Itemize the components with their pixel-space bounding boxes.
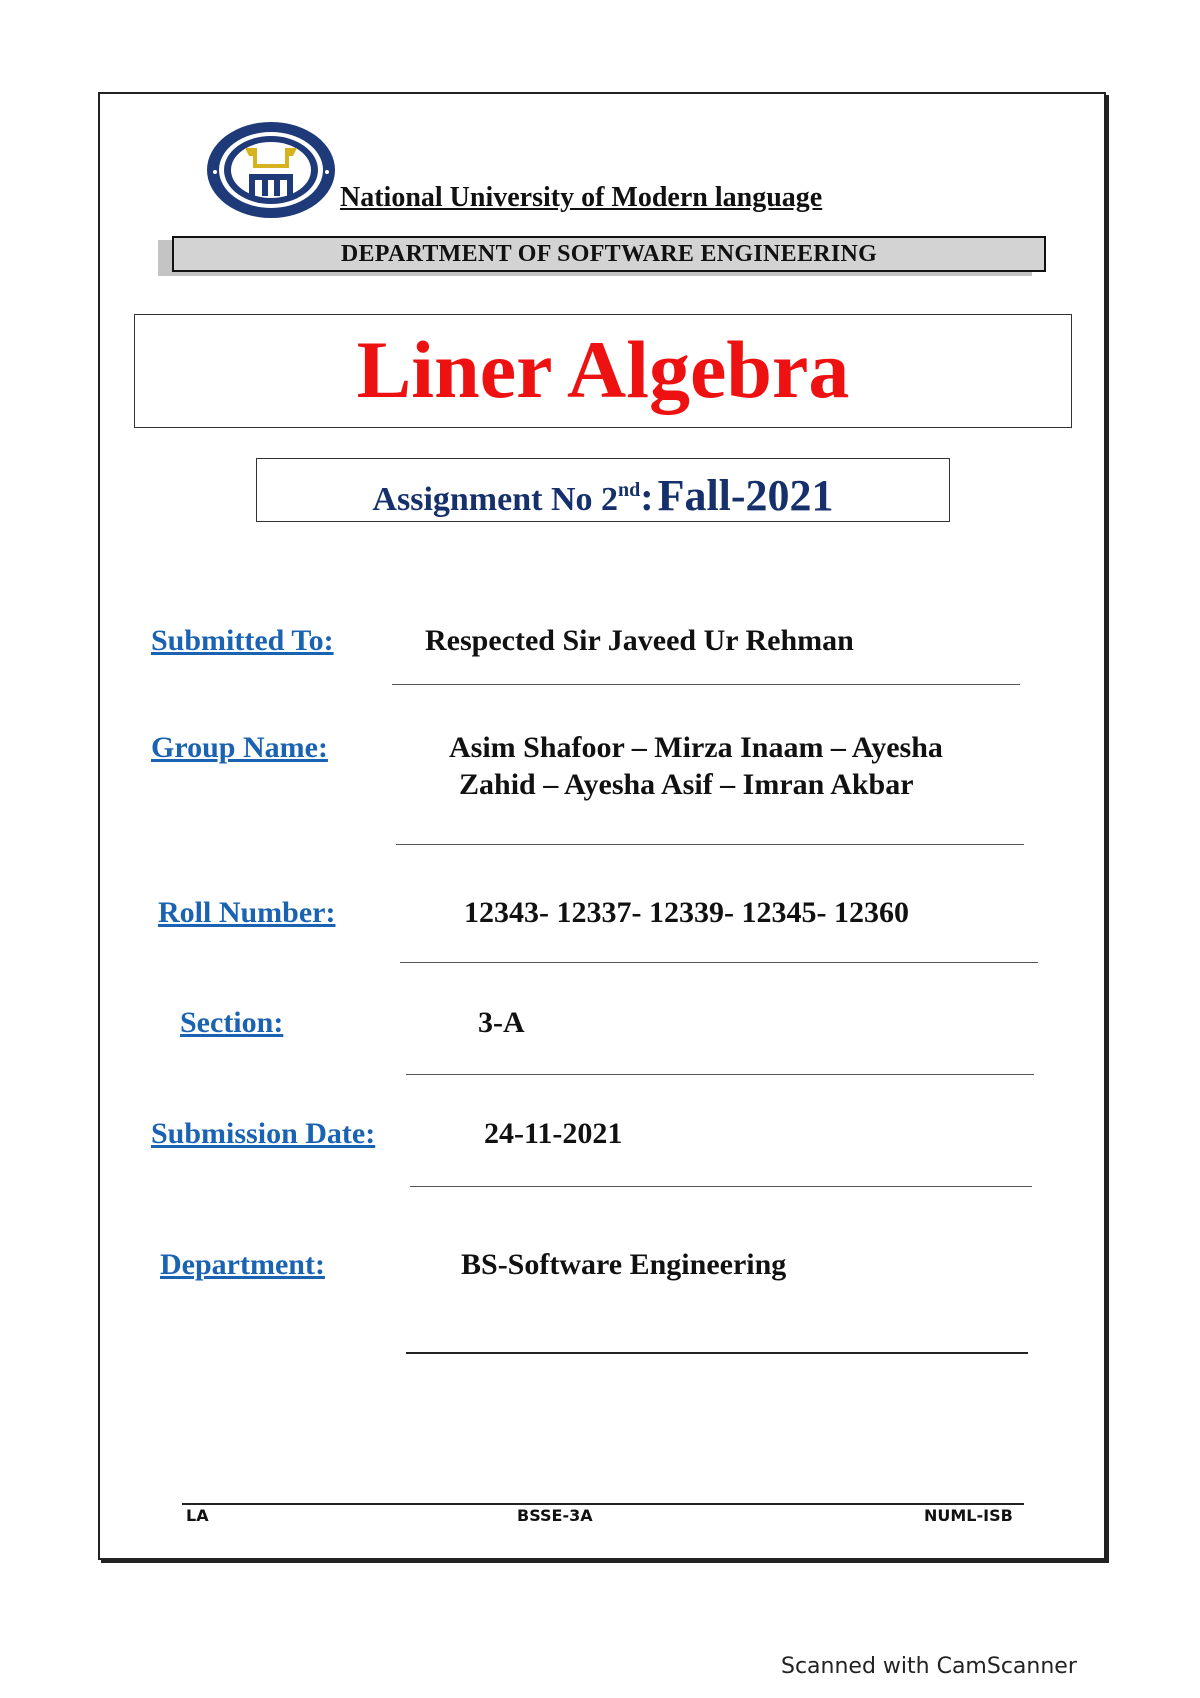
group-name-label: Group Name: [151, 731, 328, 764]
department-value: BS-Software Engineering [461, 1248, 787, 1281]
assignment-box [256, 458, 950, 522]
footer-center: BSSE-3A [517, 1506, 593, 1525]
submitted-to-rule [392, 684, 1020, 685]
section-value: 3-A [478, 1006, 525, 1039]
section-label: Section: [180, 1006, 284, 1039]
page-border [98, 92, 1106, 1560]
title-box [134, 314, 1072, 428]
roll-number-label: Roll Number: [158, 896, 336, 929]
assignment-label: Assignment No 2 [372, 481, 618, 518]
department-rule [406, 1352, 1028, 1354]
group-name-rule [396, 844, 1024, 845]
university-name: National University of Modern language [340, 182, 823, 213]
group-name-value-line1: Asim Shafoor – Mirza Inaam – Ayesha [449, 731, 943, 764]
department-label: Department: [160, 1248, 325, 1281]
footer-left: LA [186, 1506, 209, 1525]
submitted-to-value: Respected Sir Javeed Ur Rehman [425, 624, 854, 657]
department-banner: DEPARTMENT OF SOFTWARE ENGINEERING [172, 236, 1046, 272]
submission-date-rule [410, 1186, 1032, 1187]
group-name-value-line2: Zahid – Ayesha Asif – Imran Akbar [459, 768, 914, 801]
submission-date-value: 24-11-2021 [484, 1117, 623, 1150]
assignment-colon: : [640, 474, 654, 519]
assignment-term: Fall-2021 [657, 471, 834, 520]
roll-number-rule [400, 962, 1038, 963]
scanner-watermark: Scanned with CamScanner [781, 1654, 1077, 1679]
submission-date-label: Submission Date: [151, 1117, 376, 1150]
submitted-to-label: Submitted To: [151, 624, 334, 657]
assignment-ordinal-suffix: nd [618, 479, 641, 501]
section-rule [406, 1074, 1034, 1075]
university-seal-icon [205, 120, 337, 220]
course-title: Liner Algebra [356, 324, 850, 415]
roll-number-value: 12343- 12337- 12339- 12345- 12360 [464, 896, 909, 929]
footer-rule [182, 1503, 1024, 1505]
footer-right: NUML-ISB [924, 1506, 1013, 1525]
